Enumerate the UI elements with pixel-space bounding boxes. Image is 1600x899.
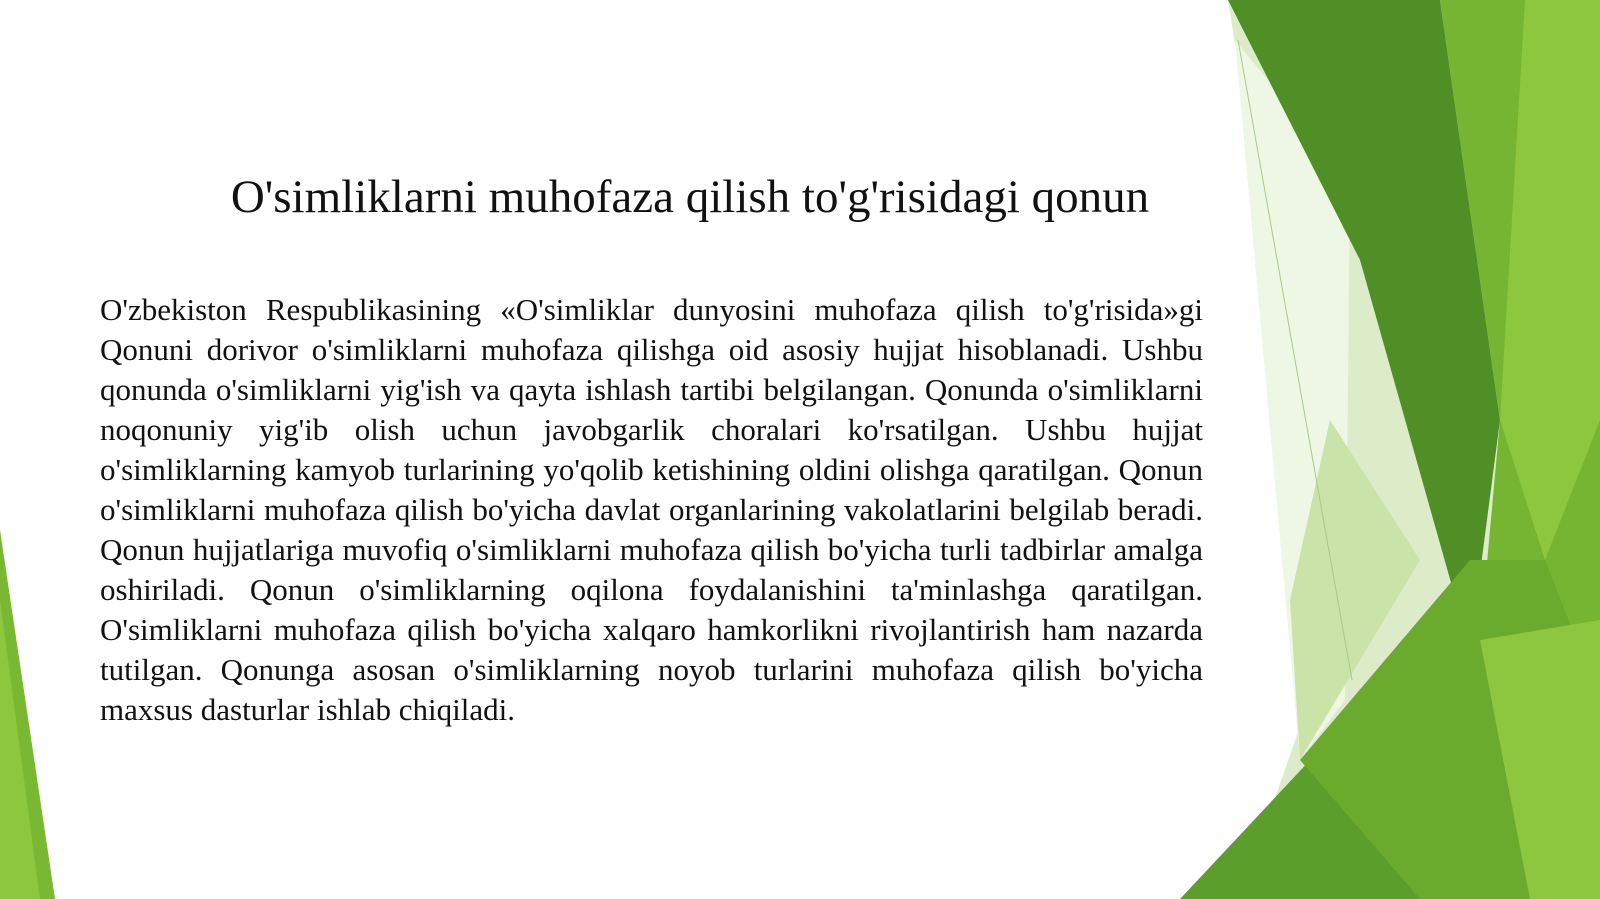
slide-body-text: O'zbekiston Respublikasining «O'simliklar dunyosini muhofaza qilish to'g'risida»gi Qonuni dorivor o'simliklarni muhofaza qilishga oid asosiy hujjat hisoblanadi. Ushbu qonunda o'simliklarni yig'ish va qayta ishlash tartibi belgilangan. Qonunda o'simliklarni noqonuniy yig'ib olish uchun javobgarlik choralari ko'rsatilgan. Ushbu hujjat o'simliklarning kamyob turlarining yo'qolib ketishining oldini olishga qaratilgan. Qonun o'simliklarni muhofaza qilish bo'yicha davlat organlarining vakolatlarini belgilab beradi. Qonun hujjatlariga muvofiq o'simliklarni muhofaza qilish bo'yicha turli tadbirlar amalga oshiriladi. Qonun o'simliklarning oqilona foydalanishini ta'minlashga qaratilgan. O'simliklarni muhofaza qilish bo'yicha xalqaro hamkorlikni rivojlantirish ham nazarda tutilgan. Qonunga asosan o'simliklarning noyob turlarini muhofaza qilish bo'yicha maxsus dasturlar ishlab chiqiladi.	[100, 292, 1203, 727]
slide-title: O'simliklarni muhofaza qilish to'g'risidagi qonun	[230, 171, 1150, 223]
